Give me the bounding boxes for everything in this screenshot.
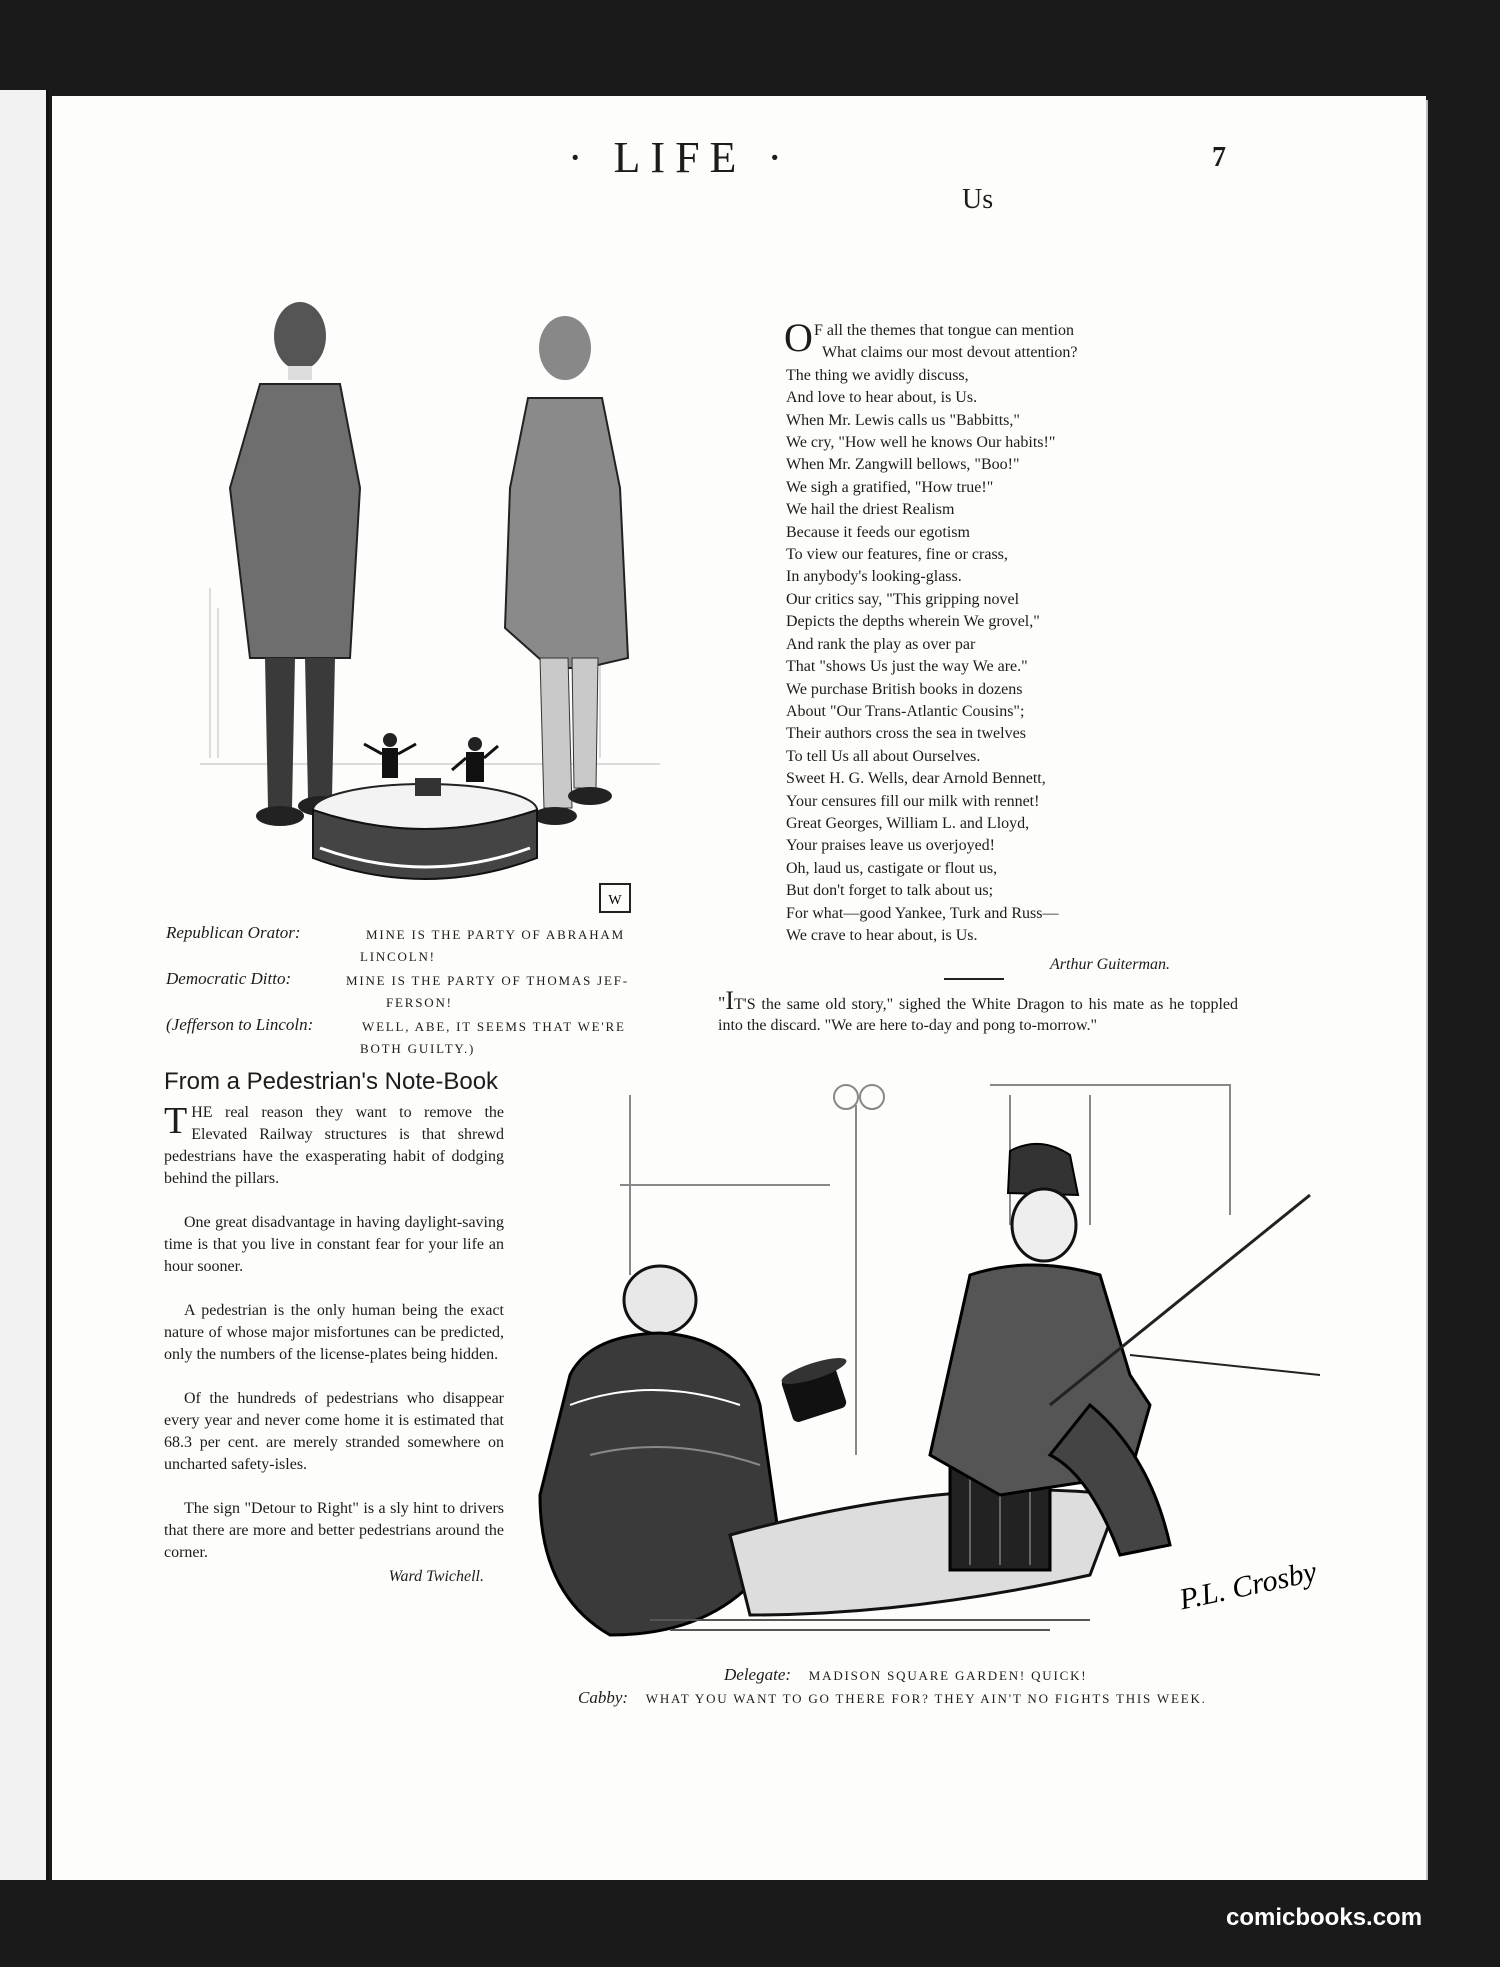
artist-signature: P.L. Crosby bbox=[1176, 1555, 1320, 1617]
poem-line: We sigh a gratified, "How true!" bbox=[786, 478, 994, 496]
poem-line: When Mr. Zangwill bellows, "Boo!" bbox=[786, 456, 1020, 474]
dragon-dropcap: I bbox=[725, 986, 735, 1015]
dragon-text: T'S the same old story," sighed the White Dragon to his mate as he toppled into the discard. "We are here to-day and pong to-morrow." bbox=[718, 996, 1238, 1034]
dragon-joke bbox=[718, 986, 1238, 1036]
cartoon2-caption bbox=[578, 1664, 1298, 1710]
poem-line: To view our features, fine or crass, bbox=[786, 546, 1008, 564]
poem-line: Oh, laud us, castigate or flout us, bbox=[786, 859, 998, 877]
cartoon1-caption bbox=[166, 922, 686, 1060]
notebook-paragraph-text: HE real reason they want to remove the Elevated Railway structures is that shrewd pedestrians have the exasperating habit of dodging behind the pillars. bbox=[164, 1104, 504, 1187]
poem-line: Sweet H. G. Wells, dear Arnold Bennett, bbox=[786, 770, 1046, 788]
poem-author: Arthur Guiterman. bbox=[1050, 956, 1170, 973]
lincoln-figure bbox=[230, 302, 360, 826]
caption-row-democratic-cont bbox=[166, 992, 686, 1014]
poem-line: Our critics say, "This gripping novel bbox=[786, 590, 1020, 608]
poem-line: In anybody's looking-glass. bbox=[786, 568, 962, 586]
caption-row-cabby bbox=[578, 1687, 1298, 1710]
speaker-label: Cabby: bbox=[578, 1688, 629, 1707]
poem-line: Your censures fill our milk with rennet! bbox=[786, 792, 1040, 810]
poem-line: Because it feeds our egotism bbox=[786, 523, 970, 541]
poem-line: We hail the driest Realism bbox=[786, 501, 955, 519]
poem-line: Your praises leave us overjoyed! bbox=[786, 837, 995, 855]
caption-line: MADISON SQUARE GARDEN! QUICK! bbox=[808, 1668, 1088, 1683]
caption-row-republican bbox=[166, 922, 686, 946]
notebook-body bbox=[164, 1102, 504, 1588]
notebook-paragraph: The sign "Detour to Right" is a sly hint to drivers that there are more and better pedestrians around the corner. bbox=[164, 1500, 504, 1561]
speaker-label: Republican Orator: bbox=[166, 923, 301, 942]
notebook-title: From a Pedestrian's Note-Book bbox=[164, 1068, 499, 1095]
poem-line: We purchase British books in dozens bbox=[786, 680, 1023, 698]
notebook-paragraph bbox=[164, 1102, 504, 1190]
poem-line: We crave to hear about, is Us. bbox=[786, 926, 978, 944]
poem-line: About "Our Trans-Atlantic Cousins"; bbox=[786, 702, 1025, 720]
notebook-dropcap: T bbox=[164, 1100, 188, 1142]
page-number: 7 bbox=[1212, 142, 1226, 173]
notebook-signature: Ward Twichell. bbox=[388, 1568, 484, 1585]
caption-line: MINE IS THE PARTY OF ABRAHAM bbox=[366, 927, 625, 942]
caption-line: WELL, ABE, IT SEEMS THAT WE'RE bbox=[362, 1019, 626, 1034]
jefferson-figure bbox=[505, 316, 628, 825]
adjacent-page-edge bbox=[0, 90, 49, 1880]
lincoln-jefferson-cartoon bbox=[200, 288, 660, 918]
poem-title bbox=[962, 184, 1022, 216]
caption-line: BOTH GUILTY.) bbox=[360, 1041, 476, 1056]
poem-line: That "shows Us just the way We are." bbox=[786, 658, 1028, 676]
caption-line: FERSON! bbox=[386, 995, 453, 1010]
caption-line: MINE IS THE PARTY OF THOMAS JEF- bbox=[346, 973, 629, 988]
poem-line: When Mr. Lewis calls us "Babbitts," bbox=[786, 411, 1020, 429]
poem-line: And love to hear about, is Us. bbox=[786, 389, 978, 407]
poem-line: To tell Us all about Ourselves. bbox=[786, 747, 981, 765]
poem-line: Depicts the depths wherein We grovel," bbox=[786, 613, 1040, 631]
orator-platform bbox=[313, 733, 537, 879]
dragon-open-quote: " bbox=[718, 993, 726, 1013]
caption-row-republican-cont bbox=[166, 946, 686, 968]
notebook-paragraph: One great disadvantage in having daylight-saving time is that you live in constant fear for your life an hour sooner. bbox=[164, 1214, 504, 1275]
delegate-cabby-cartoon bbox=[530, 1075, 1330, 1655]
speaker-label: (Jefferson to Lincoln: bbox=[166, 1015, 314, 1034]
poem-separator bbox=[944, 978, 1004, 980]
watermark: comicbooks.com bbox=[1226, 1904, 1423, 1931]
caption-line: WHAT YOU WANT TO GO THERE FOR? THEY AIN'T NO FIGHTS THIS WEEK. bbox=[645, 1691, 1207, 1706]
poem-line: What claims our most devout attention? bbox=[822, 344, 1078, 362]
caption-row-democratic bbox=[166, 968, 686, 992]
artist-monogram: W bbox=[608, 893, 622, 908]
poem-title-text: Us bbox=[962, 184, 994, 215]
speaker-label: Delegate: bbox=[724, 1665, 792, 1684]
caption-row-jefferson bbox=[166, 1014, 686, 1038]
speaker-label: Democratic Ditto: bbox=[166, 969, 292, 988]
notebook-paragraph: Of the hundreds of pedestrians who disappear every year and never come home it is estimated that 68.3 per cent. are merely stranded somewhere on uncharted safety-isles. bbox=[164, 1390, 504, 1473]
caption-row-delegate bbox=[578, 1664, 1298, 1687]
poem-line: Their authors cross the sea in twelves bbox=[786, 725, 1026, 743]
poem-line: For what—good Yankee, Turk and Russ— bbox=[786, 904, 1059, 922]
masthead: · LIFE · bbox=[567, 133, 793, 182]
poem-line: The thing we avidly discuss, bbox=[786, 366, 969, 384]
poem-line: But don't forget to talk about us; bbox=[786, 882, 994, 900]
poem-body bbox=[784, 315, 1176, 947]
poem-line: We cry, "How well he knows Our habits!" bbox=[786, 434, 1056, 452]
poem-dropcap: O bbox=[784, 315, 813, 360]
notebook-paragraph: A pedestrian is the only human being the exact nature of whose major misfortunes can be predicted, only the numbers of the license-plates being hidden. bbox=[164, 1302, 504, 1363]
poem-line: F all the themes that tongue can mention bbox=[814, 322, 1074, 339]
caption-line: LINCOLN! bbox=[360, 949, 436, 964]
poem-line: Great Georges, William L. and Lloyd, bbox=[786, 814, 1030, 832]
poem-line: And rank the play as over par bbox=[786, 635, 976, 653]
caption-row-jefferson-cont bbox=[166, 1038, 686, 1060]
